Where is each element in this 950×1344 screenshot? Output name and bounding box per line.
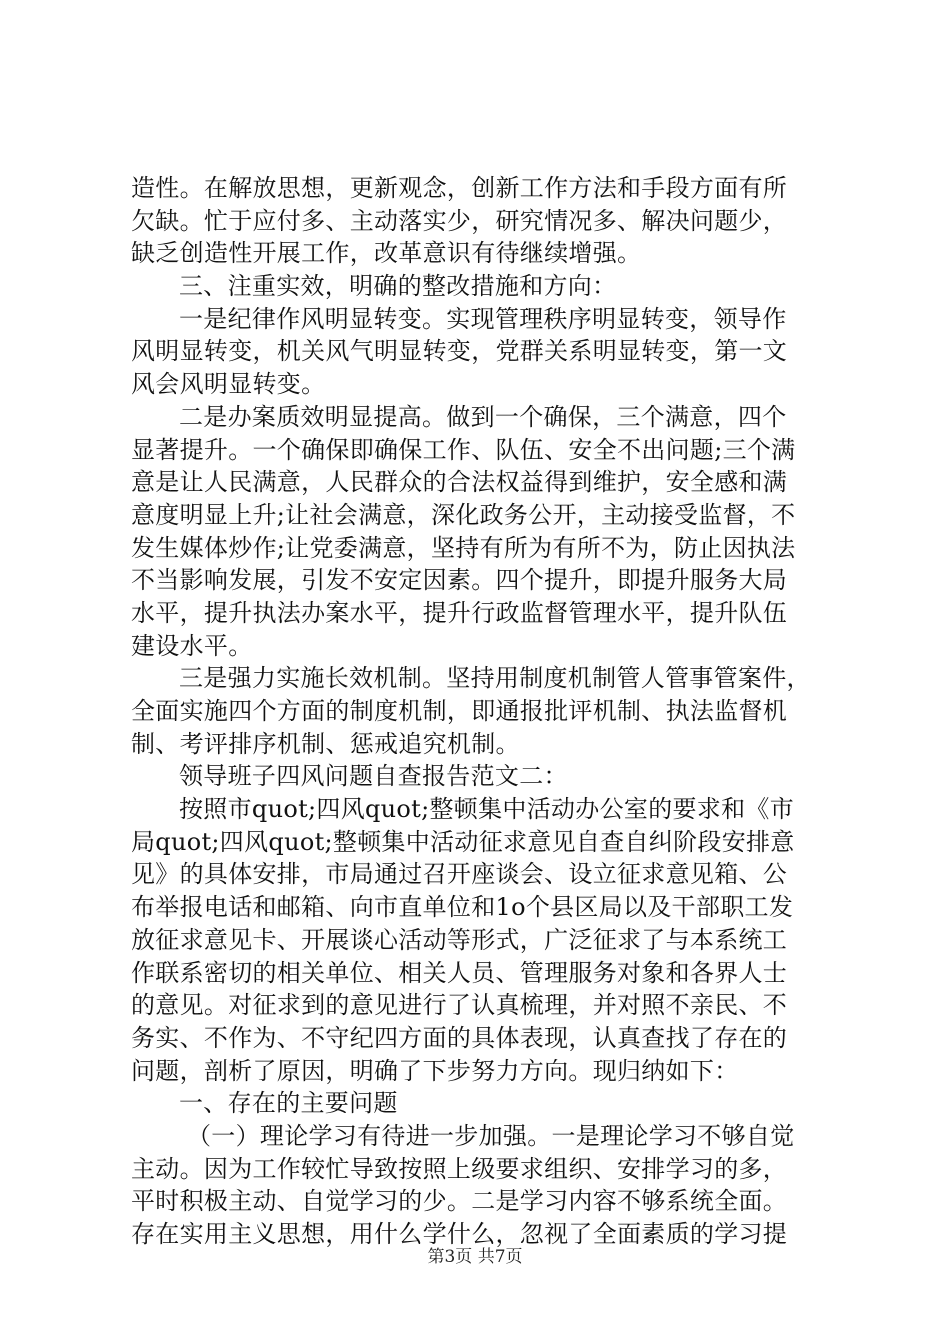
text-line: 缺乏创造性开展工作，改革意识有待继续增强。 bbox=[131, 239, 642, 268]
text-line: 意是让人民满意，人民群众的合法权益得到维护，安全感和满 bbox=[131, 468, 788, 497]
text-line: 建设水平。 bbox=[131, 631, 253, 660]
text-line: 务实、不作为、不守纪四方面的具体表现，认真查找了存在的 bbox=[131, 1023, 788, 1052]
text-line: 存在实用主义思想，用什么学什么，忽视了全面素质的学习提 bbox=[131, 1220, 788, 1248]
text-line: 作联系密切的相关单位、相关人员、管理服务对象和各界人士 bbox=[131, 958, 788, 987]
text-line: 不当影响发展，引发不安定因素。四个提升，即提升服务大局 bbox=[131, 566, 788, 595]
text-line: 制、考评排序机制、惩戒追究机制。 bbox=[131, 729, 520, 758]
page-footer bbox=[0, 1246, 950, 1268]
text-line: 主动。因为工作较忙导致按照上级要求组织、安排学习的多， bbox=[131, 1154, 788, 1183]
text-line: 的意见。对征求到的意见进行了认真梳理，并对照不亲民、不 bbox=[131, 991, 788, 1020]
text-line: 风会风明显转变。 bbox=[131, 370, 326, 399]
text-line: 按照市quot;四风quot;整顿集中活动办公室的要求和《市 bbox=[179, 795, 794, 824]
text-line: 全面实施四个方面的制度机制，即通报批评机制、执法监督机 bbox=[131, 697, 788, 725]
text-line: 造性。在解放思想，更新观念，创新工作方法和手段方面有所 bbox=[131, 174, 788, 202]
text-line: 意度明显上升;让社会满意，深化政务公开，主动接受监督，不 bbox=[131, 500, 796, 529]
text-line: 平时积极主动、自觉学习的少。二是学习内容不够系统全面。 bbox=[131, 1187, 788, 1216]
document-body bbox=[131, 172, 831, 1251]
text-line: 发生媒体炒作;让党委满意，坚持有所为有所不为，防止因执法 bbox=[131, 533, 796, 562]
text-line: 见》的具体安排，市局通过召开座谈会、设立征求意见箱、公 bbox=[131, 860, 788, 889]
text-line: 布举报电话和邮箱、向市直单位和1o个县区局以及干部职工发 bbox=[131, 893, 794, 922]
section-heading: 领导班子四风问题自查报告范文二： bbox=[179, 762, 568, 791]
text-line: 放征求意见卡、开展谈心活动等形式，广泛征求了与本系统工 bbox=[131, 925, 788, 954]
section-heading: 一、存在的主要问题 bbox=[179, 1089, 398, 1118]
text-line: （一）理论学习有待进一步加强。一是理论学习不够自觉 bbox=[187, 1121, 795, 1150]
section-heading: 三、注重实效，明确的整改措施和方向： bbox=[179, 272, 617, 301]
text-line: 二是办案质效明显提高。做到一个确保，三个满意，四个 bbox=[179, 402, 787, 431]
page-number-label: 第3页 共7页 bbox=[427, 1247, 523, 1267]
text-line: 问题，剖析了原因，明确了下步努力方向。现归纳如下： bbox=[131, 1056, 739, 1085]
text-line: 水平，提升执法办案水平，提升行政监督管理水平，提升队伍 bbox=[131, 598, 788, 627]
text-line: 三是强力实施长效机制。坚持用制度机制管人管事管案件， bbox=[179, 664, 811, 693]
text-line: 风明显转变，机关风气明显转变，党群关系明显转变，第一文 bbox=[131, 337, 788, 366]
text-line: 显著提升。一个确保即确保工作、队伍、安全不出问题;三个满 bbox=[131, 435, 796, 464]
text-line: 局quot;四风quot;整顿集中活动征求意见自查自纠阶段安排意 bbox=[131, 827, 795, 856]
text-line: 一是纪律作风明显转变。实现管理秩序明显转变，领导作 bbox=[179, 304, 787, 333]
text-line: 欠缺。忙于应付多、主动落实少，研究情况多、解决问题少， bbox=[131, 206, 788, 235]
